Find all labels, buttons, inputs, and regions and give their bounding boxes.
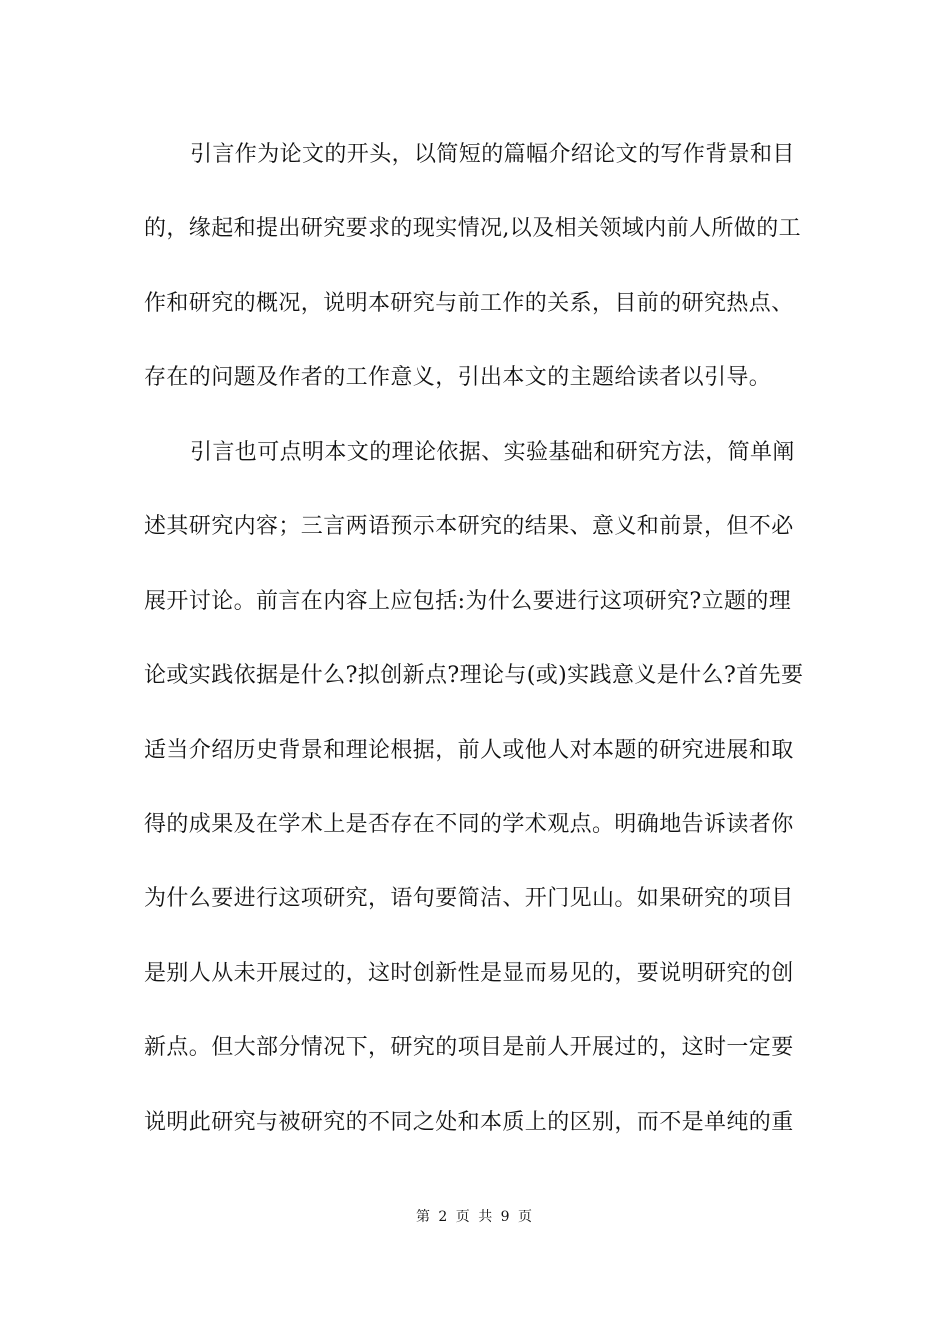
paragraph-1-line-1: 引言作为论文的开头，以简短的篇幅介绍论文的写作背景和目: [190, 142, 795, 167]
paragraph-2-line-6: 得的成果及在学术上是否存在不同的学术观点。明确地告诉读者你: [144, 812, 794, 837]
page-number-footer: [0, 1208, 950, 1226]
paragraph-2-line-4: 论或实践依据是什么?拟创新点?理论与(或)实践意义是什么?首先要: [144, 663, 804, 688]
paragraph-2-line-8: 是别人从未开展过的，这时创新性是显而易见的，要说明研究的创: [144, 961, 794, 986]
paragraph-2-line-2: 述其研究内容；三言两语预示本研究的结果、意义和前景，但不必: [144, 514, 794, 539]
page-number-label: 第 2 页 共 9 页: [415, 1209, 535, 1225]
paragraph-1-line-2: 的，缘起和提出研究要求的现实情况,以及相关领域内前人所做的工: [144, 216, 801, 241]
paragraph-2-line-5: 适当介绍历史背景和理论根据，前人或他人对本题的研究进展和取: [144, 738, 794, 763]
paragraph-1-line-4: 存在的问题及作者的工作意义，引出本文的主题给读者以引导。: [144, 365, 772, 390]
paragraph-2-line-3: 展开讨论。前言在内容上应包括:为什么要进行这项研究?立题的理: [144, 589, 792, 614]
paragraph-1-line-3: 作和研究的概况，说明本研究与前工作的关系，目前的研究热点、: [144, 291, 794, 316]
paragraph-2-line-1: 引言也可点明本文的理论依据、实验基础和研究方法，简单阐: [190, 440, 795, 465]
paragraph-2-line-7: 为什么要进行这项研究，语句要简洁、开门见山。如果研究的项目: [144, 886, 794, 911]
paragraph-2-line-10: 说明此研究与被研究的不同之处和本质上的区别，而不是单纯的重: [144, 1110, 794, 1135]
paragraph-2-line-9: 新点。但大部分情况下，研究的项目是前人开展过的，这时一定要: [144, 1035, 794, 1060]
